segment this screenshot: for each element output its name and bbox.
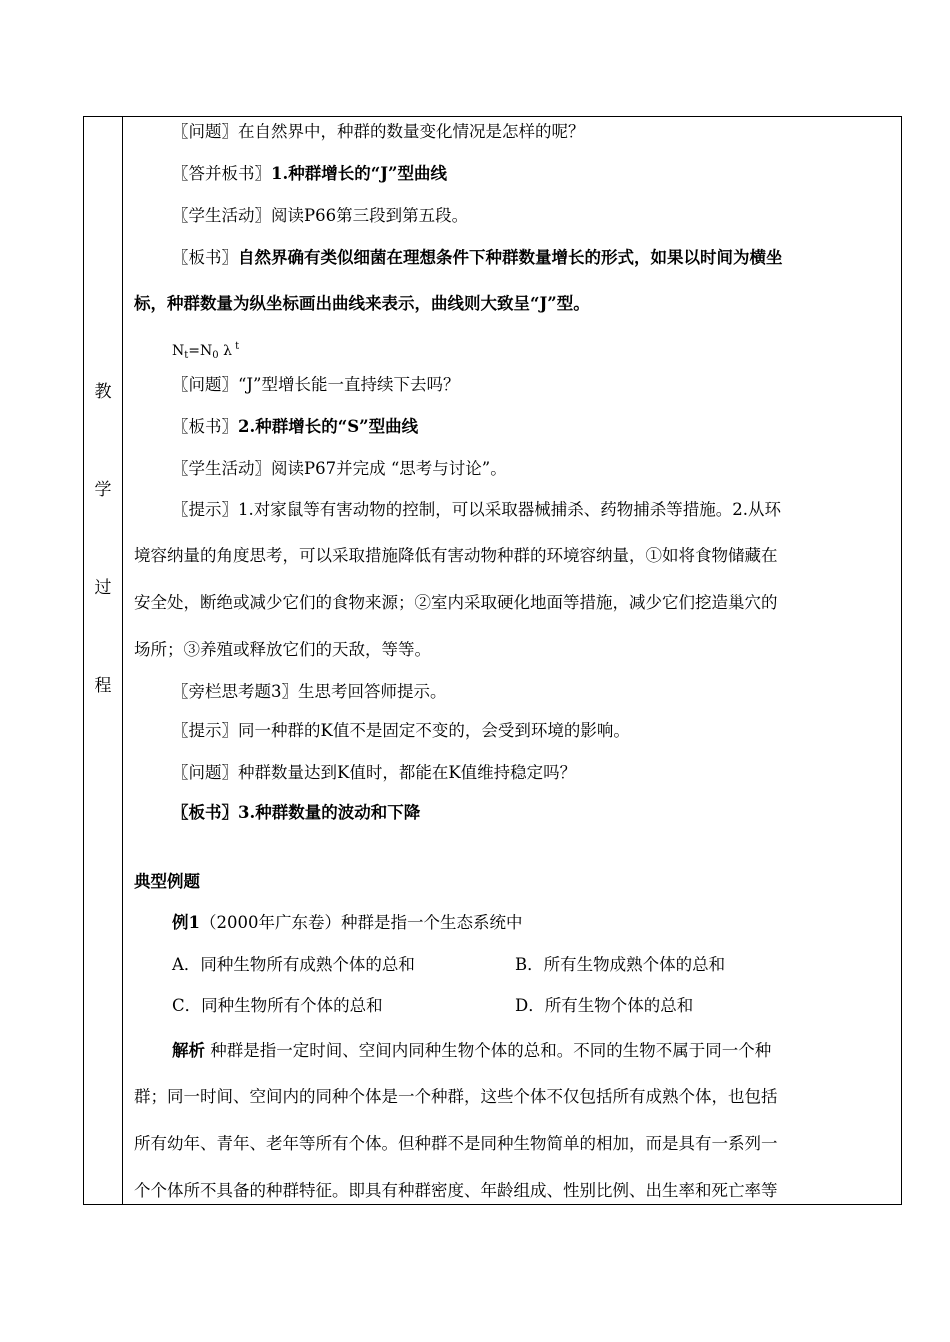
analysis-line-2: 群；同一时间、空间内的同种个体是一个种群，这些个体不仅包括所有成熟个体，也包括 [134,1087,778,1106]
side-label-char-2: 学 [94,480,112,500]
hint-line-2: 境容纳量的角度思考，可以采取措施降低有害动物种群的环境容纳量，①如将食物储藏在 [134,546,778,565]
formula-lambda: λ [218,343,232,359]
example-1-text: （2000年广东卷）种群是指一个生态系统中 [199,913,523,932]
analysis-text: 种群是指一定时间、空间内同种生物个体的总和。不同的生物不属于同一个种 [205,1041,772,1060]
analysis-line-4: 个个体所不具备的种群特征。即具有种群密度、年龄组成、性别比例、出生率和死亡率等 [134,1181,778,1200]
example-1-question [172,913,522,933]
formula-sub-0: 0 [212,350,219,361]
student-activity-line: 〖学生活动〗阅读P66第三段到第五段。 [172,206,469,225]
option-d: D．所有生物个体的总和 [515,996,694,1015]
answer-board-line [172,164,447,184]
board-line [172,248,783,268]
option-c: C．同种生物所有个体的总和 [172,996,383,1015]
side-label-char-4: 程 [94,676,112,696]
typical-examples-heading: 典型例题 [134,872,200,891]
option-a: A．同种生物所有成熟个体的总和 [172,955,415,974]
hint-line-4: 场所；③养殖或释放它们的天敌，等等。 [134,640,431,659]
question-line-2: 〖问题〗“J”型增长能一直持续下去吗？ [172,375,460,394]
question-k-value-line: 〖问题〗种群数量达到K值时，都能在K值维持稳定吗？ [172,763,577,782]
board-line-2 [172,417,418,437]
answer-board-tag: 〖答并板书〗 [172,164,271,183]
sidebar-question-line: 〖旁栏思考题3〗生思考回答师提示。 [172,682,447,701]
j-curve-heading: 1.种群增长的“J”型曲线 [271,164,448,183]
s-curve-heading: 2.种群增长的“S”型曲线 [238,417,419,436]
formula-n: N [172,343,185,359]
column-divider [122,116,123,1205]
analysis-line-3: 所有幼年、青年、老年等所有个体。但种群不是同种生物简单的相加，而是具有一系列一 [134,1134,778,1153]
hint-line-3: 安全处，断绝或减少它们的食物来源；②室内采取硬化地面等措施，减少它们挖造巢穴的 [134,593,778,612]
formula-sub-t: t [184,350,189,361]
hint-line-1: 〖提示〗1.对家鼠等有害动物的控制，可以采取器械捕杀、药物捕杀等措施。2.从环 [172,500,781,519]
analysis-label: 解析 [172,1041,205,1060]
side-label-char-3: 过 [94,578,112,598]
formula [172,337,239,366]
option-b: B．所有生物成熟个体的总和 [515,955,726,974]
hint-k-value-line: 〖提示〗同一种群的K值不是固定不变的，会受到环境的影响。 [172,721,630,740]
formula-eq-n: =N [188,343,213,359]
board-tag-2: 〖板书〗 [172,417,238,436]
board-text: 自然界确有类似细菌在理想条件下种群数量增长的形式，如果以时间为横坐 [238,248,783,267]
board-text-continued: 标，种群数量为纵坐标画出曲线来表示，曲线则大致呈“J”型。 [134,294,590,313]
student-activity-line-2: 〖学生活动〗阅读P67并完成 “思考与讨论”。 [172,459,507,478]
board-heading-3: 〖板书〗3.种群数量的波动和下降 [172,803,421,822]
question-line: 〖问题〗在自然界中，种群的数量变化情况是怎样的呢？ [172,122,585,141]
example-1-label: 例1 [172,913,200,932]
analysis-line-1 [172,1041,771,1061]
formula-sup-t: t [231,341,240,352]
side-label-char-1: 教 [94,382,112,402]
board-tag: 〖板书〗 [172,248,238,267]
